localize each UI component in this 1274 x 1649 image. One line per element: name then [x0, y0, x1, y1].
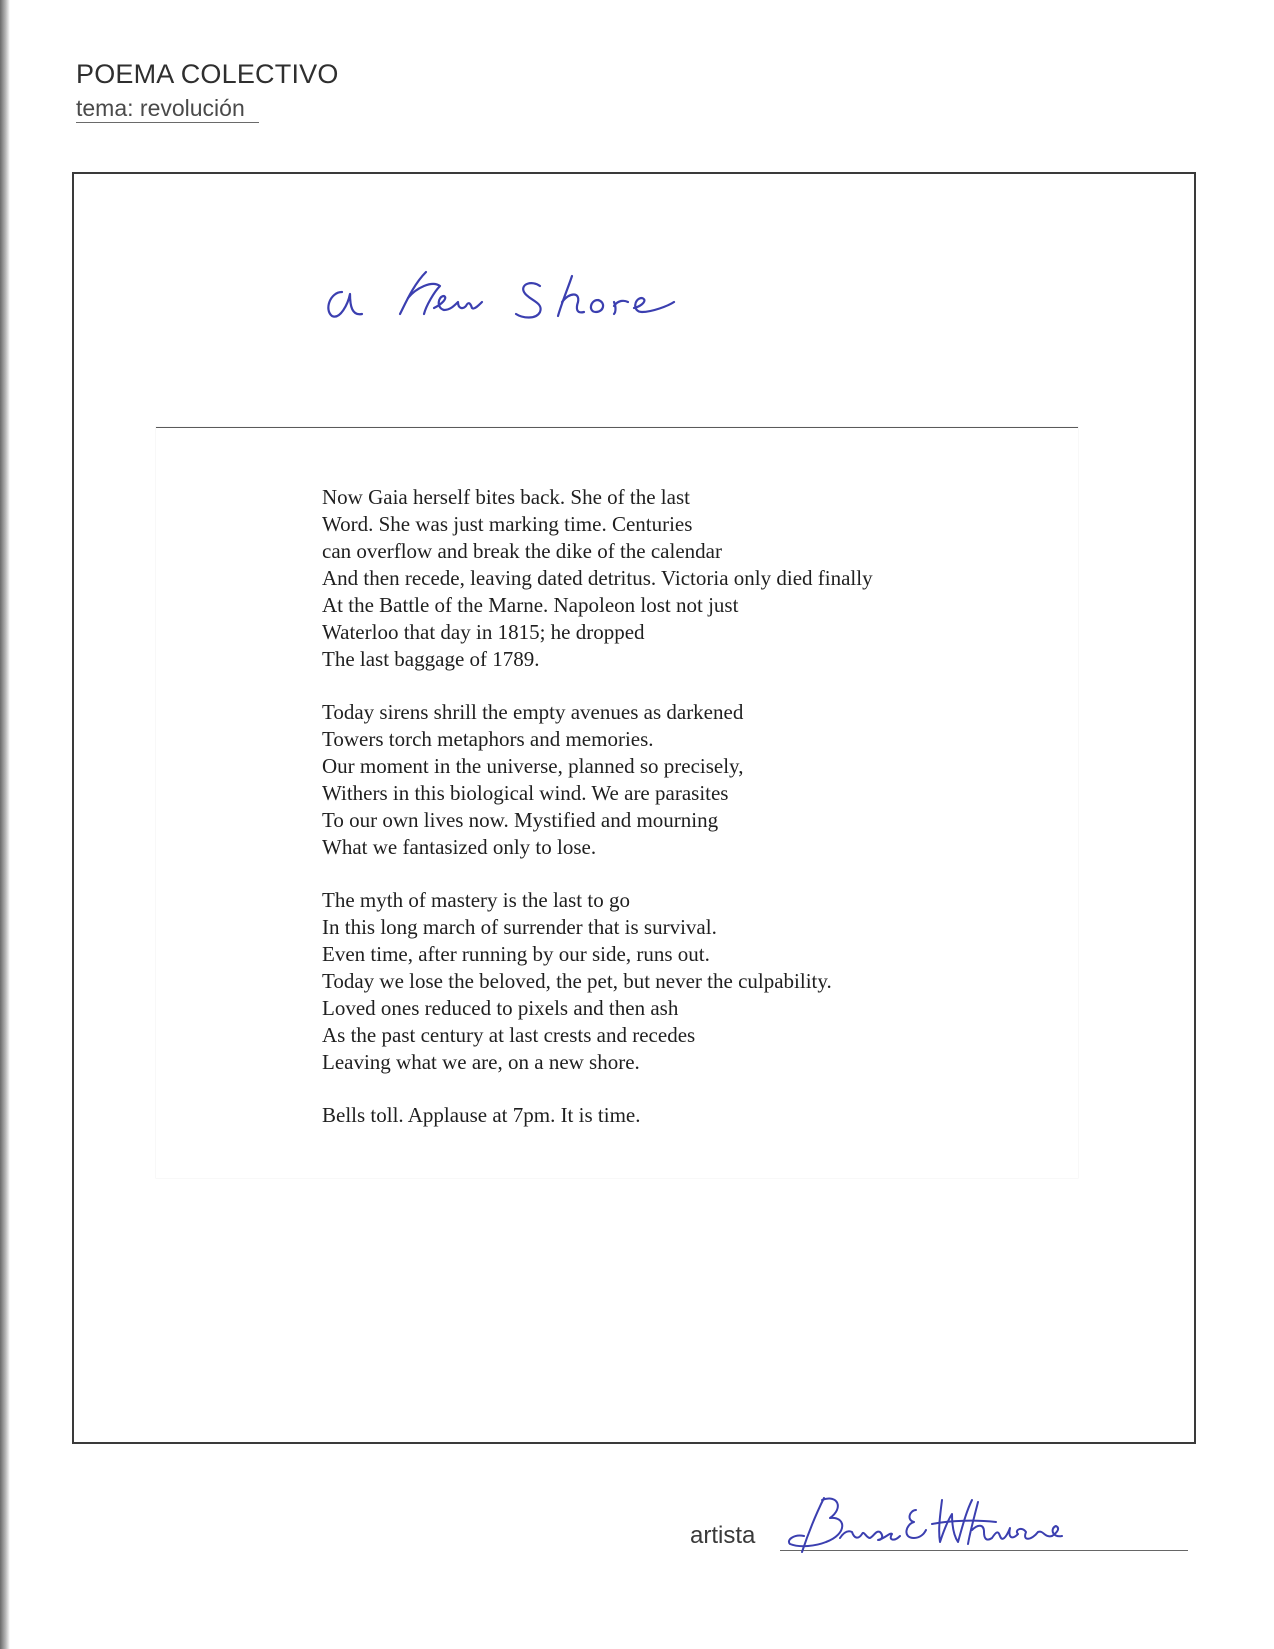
poem-line: Our moment in the universe, planned so precisely,: [322, 754, 744, 778]
poem-line: As the past century at last crests and recedes: [322, 1023, 696, 1047]
poem-line: In this long march of surrender that is survival.: [322, 915, 717, 939]
poem-line: Even time, after running by our side, runs out.: [322, 942, 710, 966]
poem-line: Today we lose the beloved, the pet, but never the culpability.: [322, 969, 832, 993]
poem-stanza-4: [322, 1102, 1042, 1129]
poem-stanza-3: [322, 887, 1042, 1076]
poem-line: And then recede, leaving dated detritus. Victoria only died finally: [322, 566, 873, 590]
poem-line: Bells toll. Applause at 7pm. It is time.: [322, 1103, 641, 1127]
artist-label: artista: [690, 1522, 756, 1549]
poem-line: Towers torch metaphors and memories.: [322, 727, 654, 751]
poem-line: can overflow and break the dike of the calendar: [322, 539, 722, 563]
poem-line: The myth of mastery is the last to go: [322, 888, 630, 912]
poem-line: Leaving what we are, on a new shore.: [322, 1050, 640, 1074]
header-title: POEMA COLECTIVO: [76, 59, 339, 89]
poem-line: The last baggage of 1789.: [322, 647, 540, 671]
poem-line: Word. She was just marking time. Centuries: [322, 512, 693, 536]
handwritten-title: [322, 262, 722, 332]
poem-stanza-1: [322, 484, 1042, 673]
page-left-edge-shadow: [0, 0, 10, 1649]
poem-line: Withers in this biological wind. We are parasites: [322, 781, 729, 805]
artist-signature: [782, 1490, 1082, 1560]
poem-line: Today sirens shrill the empty avenues as darkened: [322, 700, 744, 724]
poem-line: Now Gaia herself bites back. She of the last: [322, 485, 690, 509]
poem-line: At the Battle of the Marne. Napoleon lost not just: [322, 593, 739, 617]
poem-line: What we fantasized only to lose.: [322, 835, 597, 859]
poem-line: Waterloo that day in 1815; he dropped: [322, 620, 645, 644]
poem-body: [322, 484, 1042, 1155]
poem-line: To our own lives now. Mystified and mourning: [322, 808, 719, 832]
header-subtitle: tema: revolución: [76, 94, 259, 123]
poem-line: Loved ones reduced to pixels and then ash: [322, 996, 679, 1020]
artist-signature-block: [690, 1490, 1200, 1560]
poem-stanza-2: [322, 699, 1042, 861]
page-header: [76, 58, 339, 123]
